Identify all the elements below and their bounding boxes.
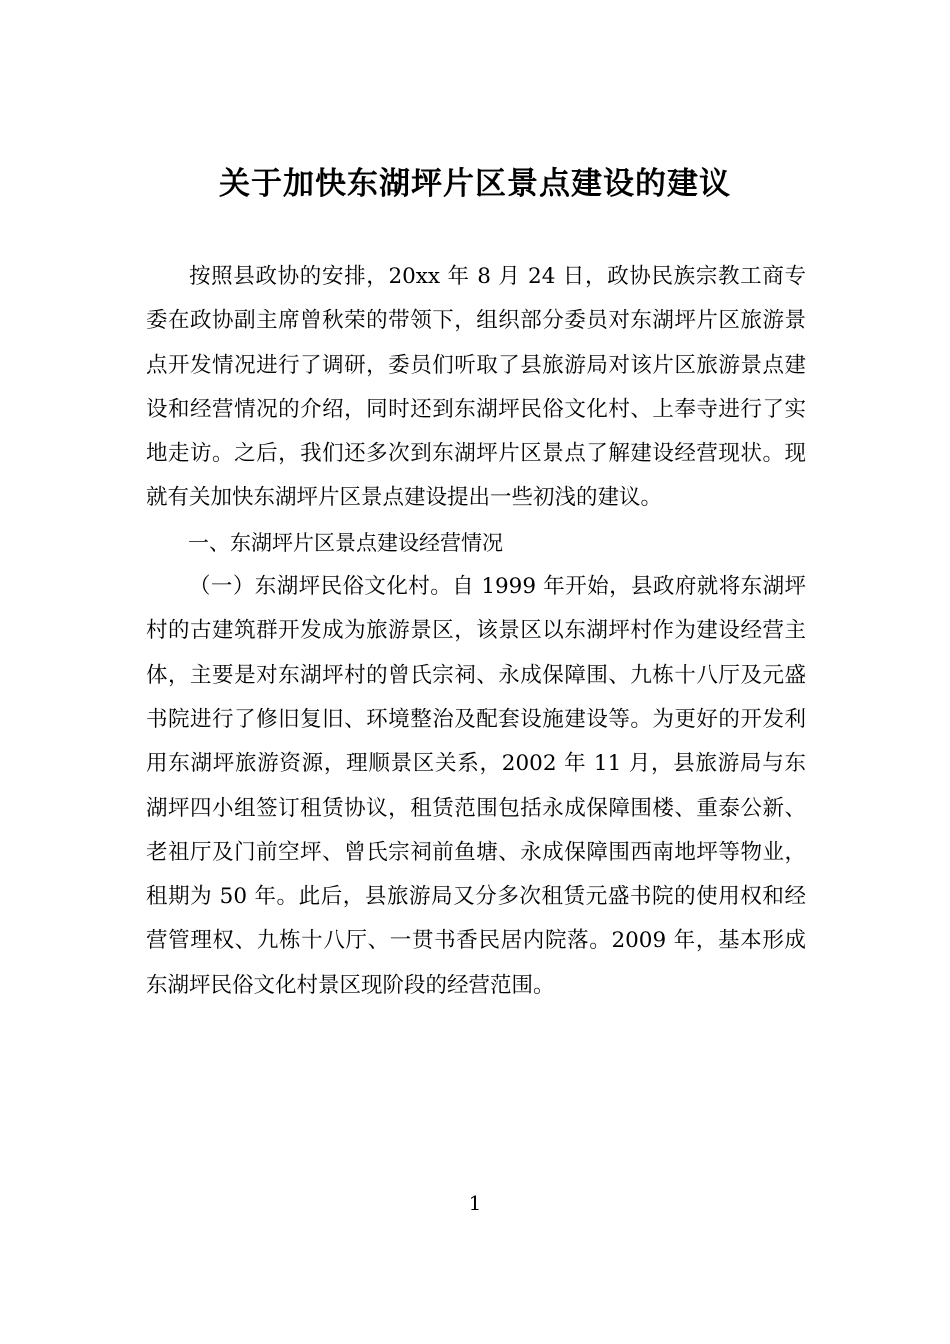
subsection-paragraph: （一）东湖坪民俗文化村。自 1999 年开始，县政府就将东湖坪村的古建筑群开发成为旅游景区，该景区以东湖坪村作为建设经营主体，主要是对东湖坪村的曾氏宗祠、永成保障围、九栋十八厅及元盛书院进行了修旧复旧、环境整治及配套设施建设等。为更好的开发利用东湖坪旅游资源，理顺景区关系，2002 年 11 月，县旅游局与东湖坪四小组签订租赁协议，租赁范围包括永成保障围楼、重泰公新、老祖厅及门前空坪、曾氏宗祠前鱼塘、永成保障围西南地坪等物业，租期为 50 年。此后，县旅游局又分多次租赁元盛书院的使用权和经营管理权、九栋十八厅、一贯书香民居内院落。2009 年，基本形成东湖坪民俗文化村景区现阶段的经营范围。 xyxy=(146,574,806,998)
intro-paragraph: 按照县政协的安排，20xx 年 8 月 24 日，政协民族宗教工商专委在政协副主席曾秋荣的带领下，组织部分委员对东湖坪片区旅游景点开发情况进行了调研，委员们听取了县旅游局对该片区旅游景点建设和经营情况的介绍，同时还到东湖坪民俗文化村、上奉寺进行了实地走访。之后，我们还多次到东湖坪片区景点了解建设经营现状。现就有关加快东湖坪片区景点建设提出一些初浅的建议。 xyxy=(146,264,806,511)
document-body xyxy=(146,255,806,1008)
document-title: 关于加快东湖坪片区景点建设的建议 xyxy=(219,166,731,202)
section-heading: 一、东湖坪片区景点建设经营情况 xyxy=(188,530,503,555)
page-number: 1 xyxy=(468,1191,482,1215)
